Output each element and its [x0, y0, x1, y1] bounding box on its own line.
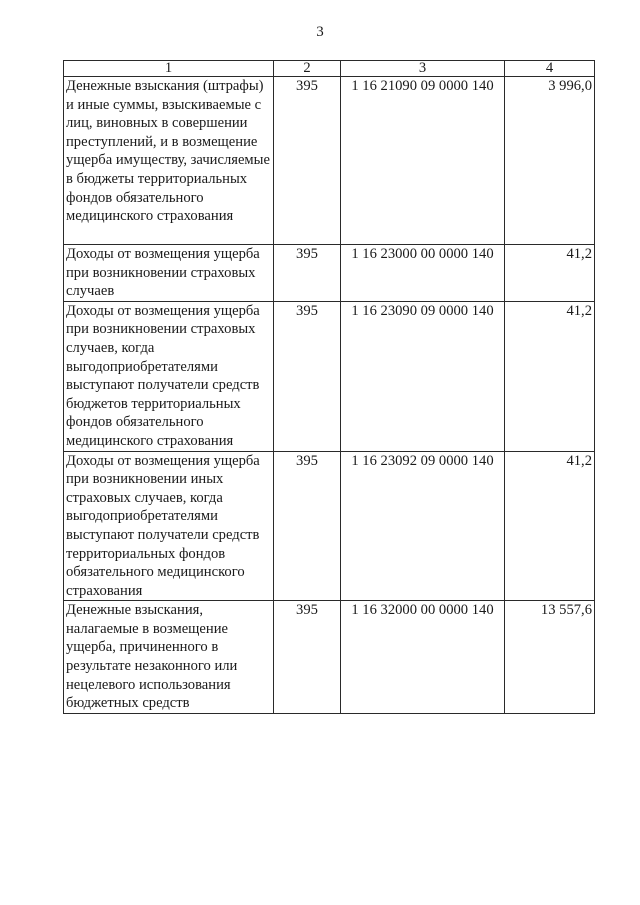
income-code-cell: 1 16 23092 09 0000 140 [341, 451, 505, 601]
column-header-1: 1 [64, 61, 274, 77]
column-header-4: 4 [505, 61, 595, 77]
column-header-2: 2 [274, 61, 341, 77]
amount-cell: 41,2 [505, 451, 595, 601]
table-row [64, 451, 595, 601]
income-name-cell: Денежные взыскания, налагаемые в возмещение ущерба, причиненного в результате незаконного или нецелевого использования бюджетных средств [64, 601, 274, 714]
income-code-cell: 1 16 23090 09 0000 140 [341, 301, 505, 451]
table-row [64, 601, 595, 714]
income-code-cell: 1 16 32000 00 0000 140 [341, 601, 505, 714]
income-name-cell: Доходы от возмещения ущерба при возникновении страховых случаев [64, 245, 274, 302]
table-header-row [64, 61, 595, 77]
table-row [64, 245, 595, 302]
budget-income-table [63, 60, 595, 714]
amount-cell: 3 996,0 [505, 77, 595, 245]
admin-code-cell: 395 [274, 601, 341, 714]
amount-cell: 13 557,6 [505, 601, 595, 714]
admin-code-cell: 395 [274, 451, 341, 601]
table-row [64, 77, 595, 245]
page-number: 3 [316, 24, 324, 40]
admin-code-cell: 395 [274, 301, 341, 451]
income-code-cell: 1 16 23000 00 0000 140 [341, 245, 505, 302]
amount-cell: 41,2 [505, 245, 595, 302]
income-name-cell: Доходы от возмещения ущерба при возникновении страховых случаев, когда выгодоприобретателями выступают получатели средств бюджетов территориальных фондов обязательного медицинского страхования [64, 301, 274, 451]
table-row [64, 301, 595, 451]
income-code-cell: 1 16 21090 09 0000 140 [341, 77, 505, 245]
admin-code-cell: 395 [274, 77, 341, 245]
column-header-3: 3 [341, 61, 505, 77]
income-name-cell: Денежные взыскания (штрафы) и иные суммы, взыскиваемые с лиц, виновных в совершении преступлений, и в возмещение ущерба имуществу, зачисляемые в бюджеты территориальных фондов обязательного медицинского страхования [64, 77, 274, 245]
admin-code-cell: 395 [274, 245, 341, 302]
income-name-cell: Доходы от возмещения ущерба при возникновении иных страховых случаев, когда выгодоприобретателями выступают получатели средств территориальных фондов обязательного медицинского страхования [64, 451, 274, 601]
amount-cell: 41,2 [505, 301, 595, 451]
